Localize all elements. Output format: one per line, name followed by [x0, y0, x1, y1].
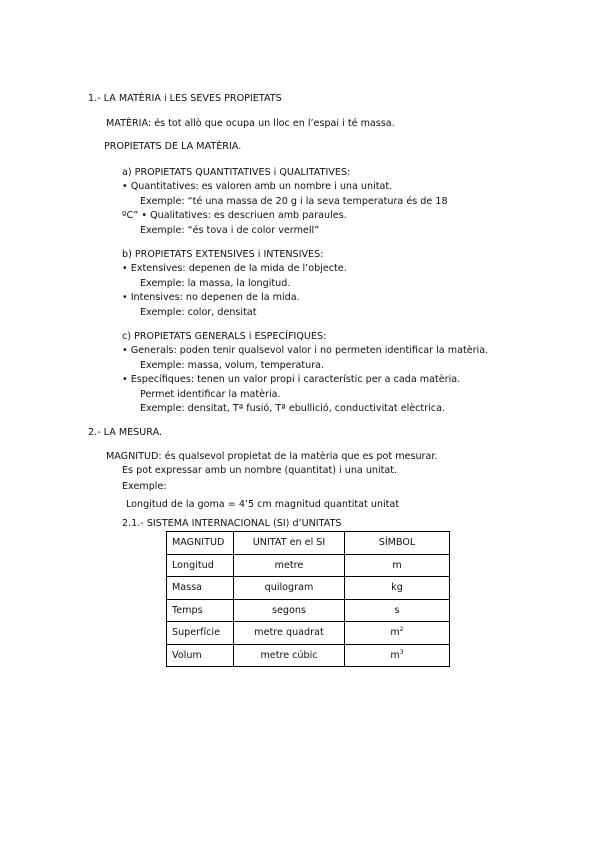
table-cell: metre quadrat	[234, 622, 345, 645]
matter-definition	[104, 118, 395, 130]
table-cell-symbol	[345, 622, 450, 645]
subsection-b-line: Exemple: la massa, la longitud.	[140, 278, 291, 289]
table-cell: Superfície	[167, 622, 234, 645]
subsection-b-line: • Intensives: no depenen de la mida.	[122, 292, 300, 303]
subsection-c-line: • Generals: poden tenir qualsevol valor i no permeten identificar la matèria.	[122, 345, 489, 356]
matter-definition-text: MATÈRIA: és tot allò que ocupa un lloc en l’espai i té massa.	[106, 118, 395, 129]
table-cell: m	[345, 554, 450, 577]
table-cell: metre	[234, 554, 345, 577]
table-cell: metre cúbic	[234, 644, 345, 667]
table-cell-symbol	[345, 644, 450, 667]
subsection-a-line: Exemple: “té una massa de 20 g i la seva temperatura és de 18	[140, 196, 448, 207]
subsection-b-line: Exemple: color, densitat	[140, 307, 257, 318]
properties-heading: PROPIETATS DE LA MATÈRIA.	[104, 141, 242, 152]
subsection-b-heading: b) PROPIETATS EXTENSIVES i INTENSIVES:	[122, 249, 324, 260]
table-cell: Volum	[167, 644, 234, 667]
symbol-text: m	[390, 627, 400, 639]
table-header: SÍMBOL	[345, 532, 450, 555]
table-cell: Temps	[167, 599, 234, 622]
table-cell: Massa	[167, 577, 234, 600]
measure-line: Es pot expressar amb un nombre (quantitat) i una unitat.	[122, 465, 398, 476]
section-2-title: 2.- LA MESURA.	[88, 427, 163, 438]
table-row	[167, 554, 450, 577]
table-header: MAGNITUD	[167, 532, 234, 555]
si-units-heading: 2.1.- SISTEMA INTERNACIONAL (SI) d’UNITATS	[122, 518, 342, 529]
table-header: UNITAT en el SI	[234, 532, 345, 555]
table-cell: quilogram	[234, 577, 345, 600]
table-cell: segons	[234, 599, 345, 622]
subsection-c-heading: c) PROPIETATS GENERALS i ESPECÍFIQUES:	[122, 331, 327, 342]
magnitude-definition	[104, 451, 437, 463]
subsection-c-line: Exemple: massa, volum, temperatura.	[140, 360, 325, 371]
magnitude-definition-text: MAGNITUD: és qualsevol propietat de la matèria que es pot mesurar.	[106, 451, 438, 462]
subsection-c-line: Permet identificar la matèria.	[140, 389, 281, 400]
subsection-c-line: • Específiques: tenen un valor propi i característic per a cada matèria.	[122, 374, 461, 385]
exponent: 2	[399, 626, 404, 634]
subsection-c-line: Exemple: densitat, Tª fusió, Tª ebullició, conductivitat elèctrica.	[140, 403, 446, 414]
table-cell: s	[345, 599, 450, 622]
table-cell: kg	[345, 577, 450, 600]
table-header-row	[167, 532, 450, 555]
subsection-a-heading: a) PROPIETATS QUANTITATIVES i QUALITATIVES:	[122, 167, 351, 178]
subsection-a-line: ºC” • Qualitatives: es descriuen amb paraules.	[122, 210, 347, 221]
subsection-b-line: • Extensives: depenen de la mida de l’objecte.	[122, 263, 347, 274]
table-cell: Longitud	[167, 554, 234, 577]
subsection-a-line: • Quantitatives: es valoren amb un nombre i una unitat.	[122, 181, 393, 192]
table-row	[167, 622, 450, 645]
example-line: Longitud de la goma = 4’5 cm magnitud quantitat unitat	[126, 499, 400, 510]
measure-line: Exemple:	[122, 481, 167, 492]
table-row	[167, 599, 450, 622]
si-units-table	[166, 531, 450, 667]
section-1-title: 1.- LA MATÈRIA i LES SEVES PROPIETATS	[88, 93, 282, 104]
symbol-text: m	[390, 649, 400, 661]
exponent: 3	[399, 648, 404, 656]
table-row	[167, 577, 450, 600]
table-row	[167, 644, 450, 667]
subsection-a-line: Exemple: “és tova i de color vermell”	[140, 225, 320, 236]
